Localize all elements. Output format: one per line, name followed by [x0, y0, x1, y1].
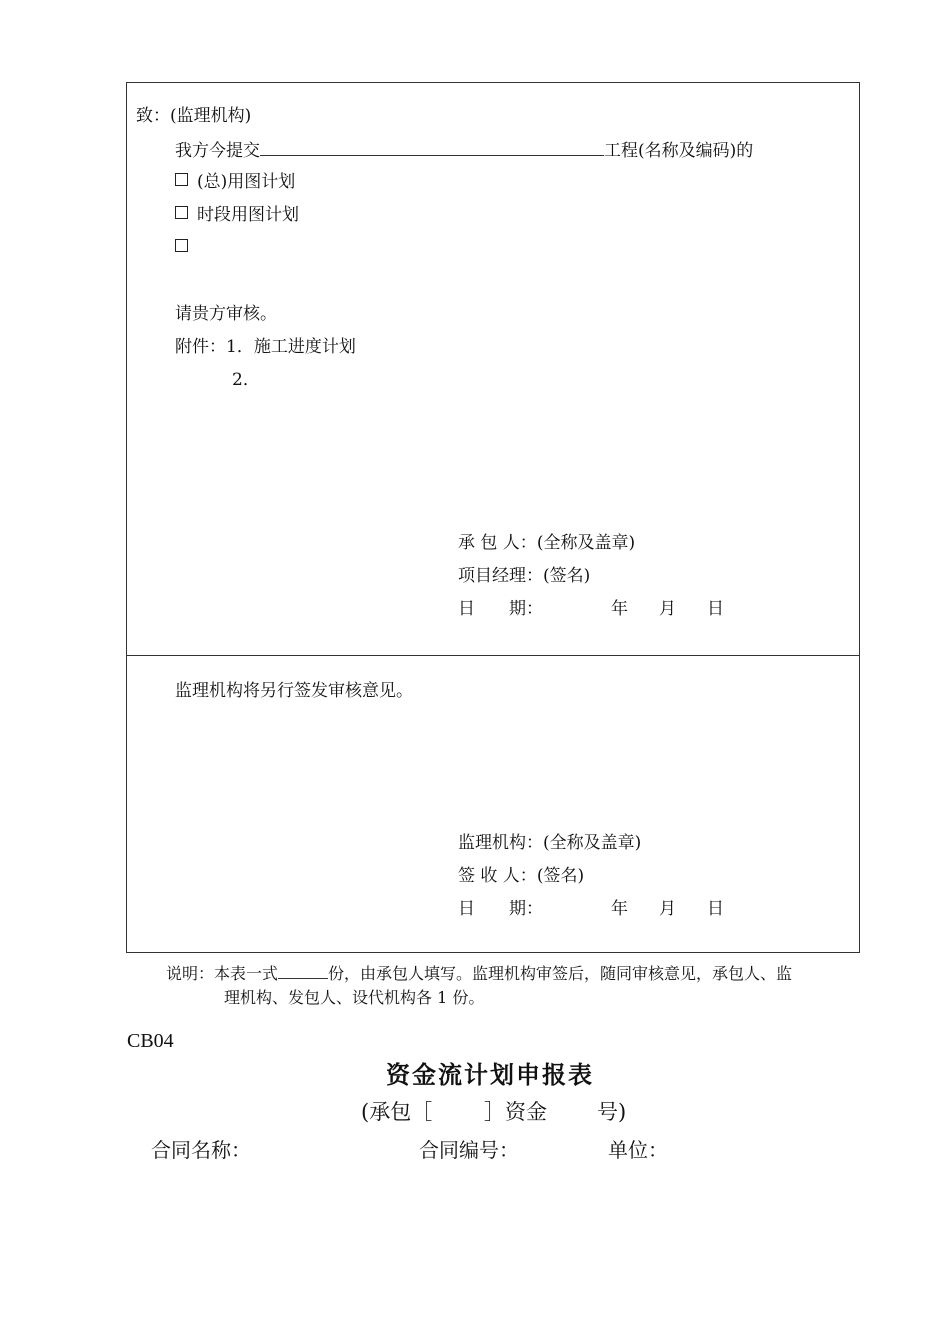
- contractor-signature: [458, 533, 635, 553]
- receiver-label: 签 收 人：: [458, 866, 537, 886]
- receiver-signature: [458, 866, 584, 886]
- option-period-plan[interactable]: [175, 205, 299, 225]
- attachments-line: [175, 337, 356, 357]
- contract-name-label: 合同名称：: [151, 1138, 251, 1162]
- unit-label: 单位：: [608, 1138, 668, 1162]
- submission-suffix: 工程(名称及编码)的: [604, 141, 754, 161]
- form-note-line1: [166, 963, 792, 985]
- submission-prefix: 我方今提交: [175, 141, 260, 161]
- contractor-value: (全称及盖章): [536, 533, 636, 553]
- supervisor-value: (全称及盖章): [543, 833, 642, 853]
- submission-line: [175, 139, 753, 161]
- checkbox-icon[interactable]: [175, 173, 188, 186]
- date-year: 年: [611, 899, 628, 919]
- receiver-value: (签名): [536, 866, 585, 886]
- document-number-mid: ］资金: [484, 1100, 547, 1124]
- attachments-label: 附件：: [175, 337, 226, 357]
- project-manager-value: (签名): [543, 566, 591, 586]
- date-label: 日 期：: [458, 599, 543, 619]
- supervisor-label: 监理机构：: [458, 833, 543, 853]
- contract-number-label: 合同编号：: [419, 1138, 519, 1162]
- option-overall-plan[interactable]: [175, 172, 295, 192]
- date-year: 年: [611, 599, 628, 619]
- project-manager-label: 项目经理：: [458, 566, 543, 586]
- document-number-open: (承包［: [361, 1100, 433, 1124]
- attachment-item: 2．: [232, 370, 260, 390]
- project-name-blank[interactable]: [260, 139, 604, 156]
- form-code: CB04: [127, 1030, 174, 1052]
- form-note-line2: 理机构、发包人、设代机构各 1 份。: [224, 988, 485, 1007]
- copies-blank[interactable]: [278, 963, 328, 979]
- checkbox-icon[interactable]: [175, 239, 188, 252]
- date-day: 日: [707, 899, 724, 919]
- option-label: 时段用图计划: [197, 205, 299, 225]
- checkbox-icon[interactable]: [175, 206, 188, 219]
- option-label: (总)用图计划: [197, 172, 296, 192]
- supervisor-signature: [458, 833, 641, 853]
- option-other[interactable]: [175, 238, 197, 258]
- note-rest: 份，由承包人填写。监理机构审签后，随同审核意见，承包人、监: [328, 964, 793, 983]
- addressee-label: 致：(监理机构): [136, 106, 252, 126]
- note-prefix: 说明：本表一式: [166, 964, 279, 983]
- attachment-item: 1．施工进度计划: [226, 337, 356, 357]
- review-opinion: 监理机构将另行签发审核意见。: [175, 681, 413, 701]
- contractor-label: 承 包 人：: [458, 533, 537, 553]
- review-request: 请贵方审核。: [175, 304, 277, 324]
- date-day: 日: [707, 599, 724, 619]
- document-number-close: 号): [597, 1100, 627, 1124]
- date-label: 日 期：: [458, 899, 543, 919]
- page-title: 资金流计划申报表: [386, 1060, 594, 1089]
- date-month: 月: [659, 899, 676, 919]
- date-month: 月: [659, 599, 676, 619]
- project-manager-signature: [458, 566, 590, 586]
